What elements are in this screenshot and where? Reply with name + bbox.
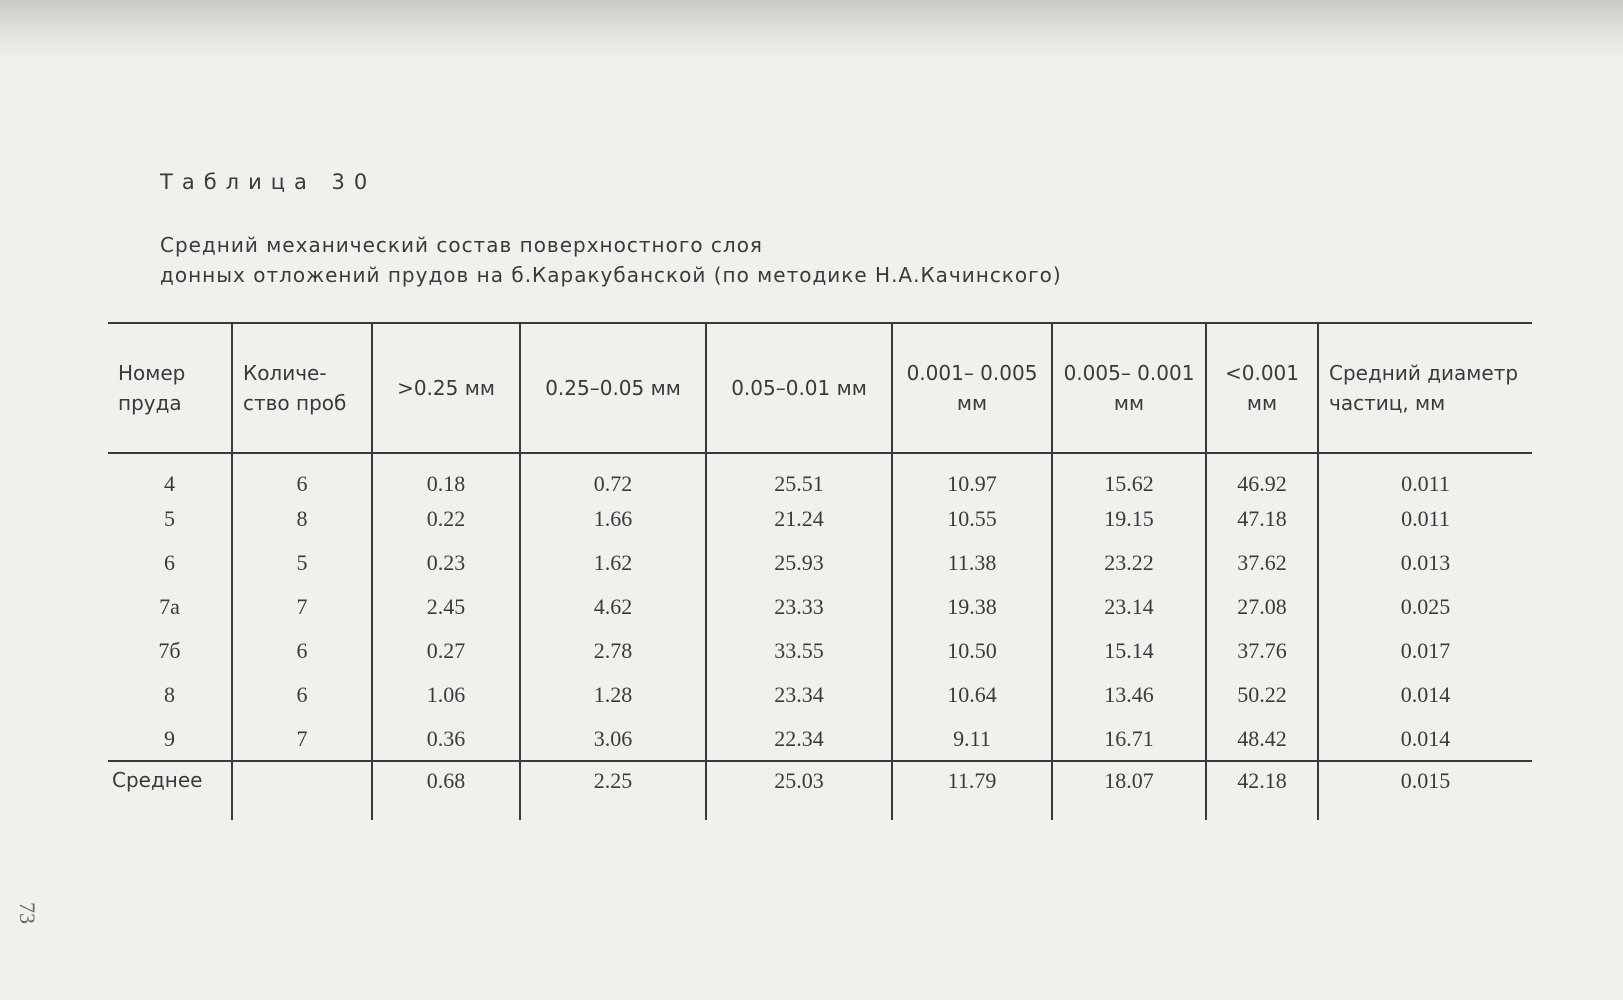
cell-value: 48.42 — [1206, 717, 1318, 761]
cell-samples: 7 — [232, 717, 372, 761]
cell-value: 46.92 — [1206, 453, 1318, 497]
cell-value: 10.55 — [892, 497, 1052, 541]
table-row — [108, 497, 1532, 541]
cell-value: 0.22 — [372, 497, 520, 541]
cell-pond: 7б — [158, 638, 181, 663]
cell-value: 0.011 — [1318, 453, 1532, 497]
cell-value: 4.62 — [520, 585, 706, 629]
cell-value: 0.014 — [1318, 673, 1532, 717]
table-row — [108, 453, 1532, 497]
cell-value: 50.22 — [1206, 673, 1318, 717]
subtitle-line-1: Средний механический состав поверхностного слоя — [160, 233, 763, 257]
cell-pond: 5 — [164, 506, 175, 531]
cell-value: 10.50 — [892, 629, 1052, 673]
cell-value: 10.64 — [892, 673, 1052, 717]
cell-value: 15.14 — [1052, 629, 1206, 673]
cell-value: 23.34 — [706, 673, 892, 717]
cell-value: 15.62 — [1052, 453, 1206, 497]
cell-value: 33.55 — [706, 629, 892, 673]
cell-pond: 6 — [164, 550, 175, 575]
page-edge-shadow — [0, 0, 1623, 60]
cell-value: 0.014 — [1318, 717, 1532, 761]
cell-pond: 9 — [164, 725, 175, 751]
cell-value: 0.36 — [372, 717, 520, 761]
header-fraction-005-001: 0.05–0.01 мм — [706, 323, 892, 453]
cell-value: 37.62 — [1206, 541, 1318, 585]
table-row — [108, 541, 1532, 585]
subtitle-line-2: донных отложений прудов на б.Каракубанской (по методике Н.А.Качинского) — [160, 263, 1062, 287]
cell-samples: 7 — [232, 585, 372, 629]
header-mean-diameter: Средний диаметр частиц, мм — [1318, 323, 1532, 453]
cell-value: 19.15 — [1052, 497, 1206, 541]
table-row — [108, 629, 1532, 673]
cell-value: 10.97 — [892, 453, 1052, 497]
cell-value: 0.015 — [1318, 761, 1532, 820]
cell-value: 25.03 — [706, 761, 892, 820]
table-row — [108, 585, 1532, 629]
cell-value: 2.45 — [372, 585, 520, 629]
cell-value: 2.78 — [520, 629, 706, 673]
cell-value: 27.08 — [1206, 585, 1318, 629]
header-fraction-0001-0005: 0.001– 0.005 мм — [892, 323, 1052, 453]
table-average-row — [108, 761, 1532, 820]
cell-value: 3.06 — [520, 717, 706, 761]
cell-value: 47.18 — [1206, 497, 1318, 541]
cell-pond: 7а — [159, 594, 180, 619]
cell-value: 16.71 — [1052, 717, 1206, 761]
cell-value: 42.18 — [1206, 761, 1318, 820]
header-fraction-gt-025: >0.25 мм — [372, 323, 520, 453]
table-subtitle — [160, 230, 1062, 290]
table-caption: Таблица 30 — [160, 170, 377, 194]
cell-average-label: Среднее — [108, 761, 232, 820]
cell-value: 22.34 — [706, 717, 892, 761]
cell-samples: 6 — [232, 453, 372, 497]
cell-value: 18.07 — [1052, 761, 1206, 820]
cell-value: 23.14 — [1052, 585, 1206, 629]
composition-table — [108, 322, 1532, 820]
cell-value: 19.38 — [892, 585, 1052, 629]
cell-value: 0.18 — [372, 453, 520, 497]
table-row — [108, 717, 1532, 761]
cell-pond: 4 — [164, 470, 175, 496]
cell-value: 25.51 — [706, 453, 892, 497]
cell-value: 9.11 — [892, 717, 1052, 761]
cell-value: 23.33 — [706, 585, 892, 629]
header-sample-count: Количе- ство проб — [232, 323, 372, 453]
header-fraction-lt-0001: <0.001 мм — [1206, 323, 1318, 453]
cell-value: 0.27 — [372, 629, 520, 673]
header-fraction-025-005: 0.25–0.05 мм — [520, 323, 706, 453]
cell-value: 1.28 — [520, 673, 706, 717]
cell-value: 0.23 — [372, 541, 520, 585]
cell-value: 1.06 — [372, 673, 520, 717]
cell-samples: 8 — [232, 497, 372, 541]
cell-value: 25.93 — [706, 541, 892, 585]
cell-value: 1.66 — [520, 497, 706, 541]
cell-value: 0.017 — [1318, 629, 1532, 673]
header-fraction-0005-0001: 0.005– 0.001 мм — [1052, 323, 1206, 453]
cell-pond: 8 — [164, 682, 175, 707]
cell-value: 21.24 — [706, 497, 892, 541]
cell-samples: 6 — [232, 673, 372, 717]
cell-value: 11.38 — [892, 541, 1052, 585]
page-number: 73 — [15, 902, 40, 924]
table-header-row — [108, 323, 1532, 453]
cell-value: 11.79 — [892, 761, 1052, 820]
cell-value: 0.011 — [1318, 497, 1532, 541]
cell-value: 0.025 — [1318, 585, 1532, 629]
cell-value: 37.76 — [1206, 629, 1318, 673]
cell-value: 0.68 — [372, 761, 520, 820]
cell-samples — [232, 761, 372, 820]
cell-value: 0.72 — [520, 453, 706, 497]
cell-value: 13.46 — [1052, 673, 1206, 717]
cell-samples: 6 — [232, 629, 372, 673]
cell-value: 0.013 — [1318, 541, 1532, 585]
cell-value: 23.22 — [1052, 541, 1206, 585]
header-pond-number: Номер пруда — [108, 323, 232, 453]
cell-value: 1.62 — [520, 541, 706, 585]
cell-value: 2.25 — [520, 761, 706, 820]
table-row — [108, 673, 1532, 717]
cell-samples: 5 — [232, 541, 372, 585]
